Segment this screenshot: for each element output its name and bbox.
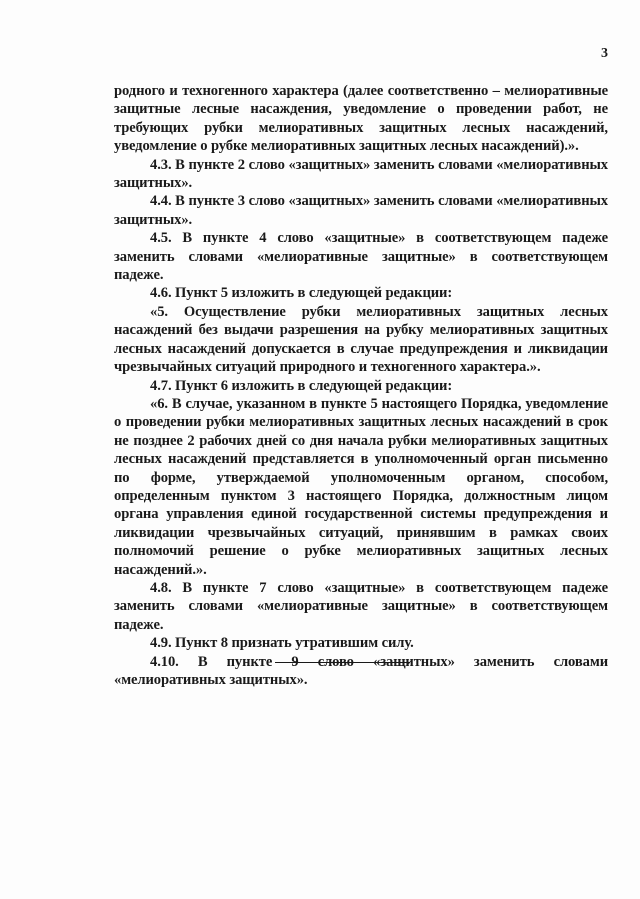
paragraph-4-6: 4.6. Пункт 5 изложить в следующей редакции: xyxy=(150,285,453,302)
paragraph-4-10: 4.10. В пункте 9 слово «защитных» заменить словами «мелиоративных защитных». xyxy=(114,653,608,688)
end-separator-line xyxy=(275,662,410,663)
paragraph-4-7: 4.7. Пункт 6 изложить в следующей редакции: xyxy=(150,377,453,394)
document-body xyxy=(114,82,608,689)
paragraph-continuation: родного и техногенного характера (далее соответственно – мелиоративные защитные лесные насаждения, уведомление о проведении работ, не требующих рубки мелиоративных защитных лесных насаждений, уведомление о рубке мелиоративных защитных лесных насаждений).». xyxy=(114,83,608,155)
paragraph-4-4: 4.4. В пункте 3 слово «защитных» заменить словами «мелиоративных защитных». xyxy=(114,193,608,228)
paragraph-4-9: 4.9. Пункт 8 признать утратившим силу. xyxy=(150,635,414,652)
page-number: 3 xyxy=(601,46,608,61)
paragraph-4-3: 4.3. В пункте 2 слово «защитных» заменить словами «мелиоративных защитных». xyxy=(114,156,608,192)
paragraph-item-6-text: «6. В случае, указанном в пункте 5 настоящего Порядка, уведомление о проведении рубки мелиоративных защитных лесных насаждений в срок не позднее 2 рабочих дней со дня начала рубки мелиоративных защитных лесных насаждений представляется в уполномоченный орган письменно по форме, утверждаемой уполномоченным органом, способом, определенным пунктом 3 настоящего Порядка, должностным лицом органа управления единой государственной системы предупреждения и ликвидации чрезвычайных ситуаций, принявшим в рамках своих полномочий решение о рубке мелиоративных защитных лесных насаждений.». xyxy=(114,395,608,578)
paragraph-item-5-text: «5. Осуществление рубки мелиоративных защитных лесных насаждений без выдачи разрешения на рубку мелиоративных защитных лесных насаждений допускается в случае предупреждения и ликвидации чрезвычайных ситуаций природного и техногенного характера.». xyxy=(114,303,608,376)
paragraph-4-5: 4.5. В пункте 4 слово «защитные» в соответствующем падеже заменить словами «мелиоративные защитные» в соответствующем падеже. xyxy=(114,230,608,284)
paragraph-4-8: 4.8. В пункте 7 слово «защитные» в соответствующем падеже заменить словами «мелиоративные защитные» в соответствующем падеже. xyxy=(114,579,608,633)
